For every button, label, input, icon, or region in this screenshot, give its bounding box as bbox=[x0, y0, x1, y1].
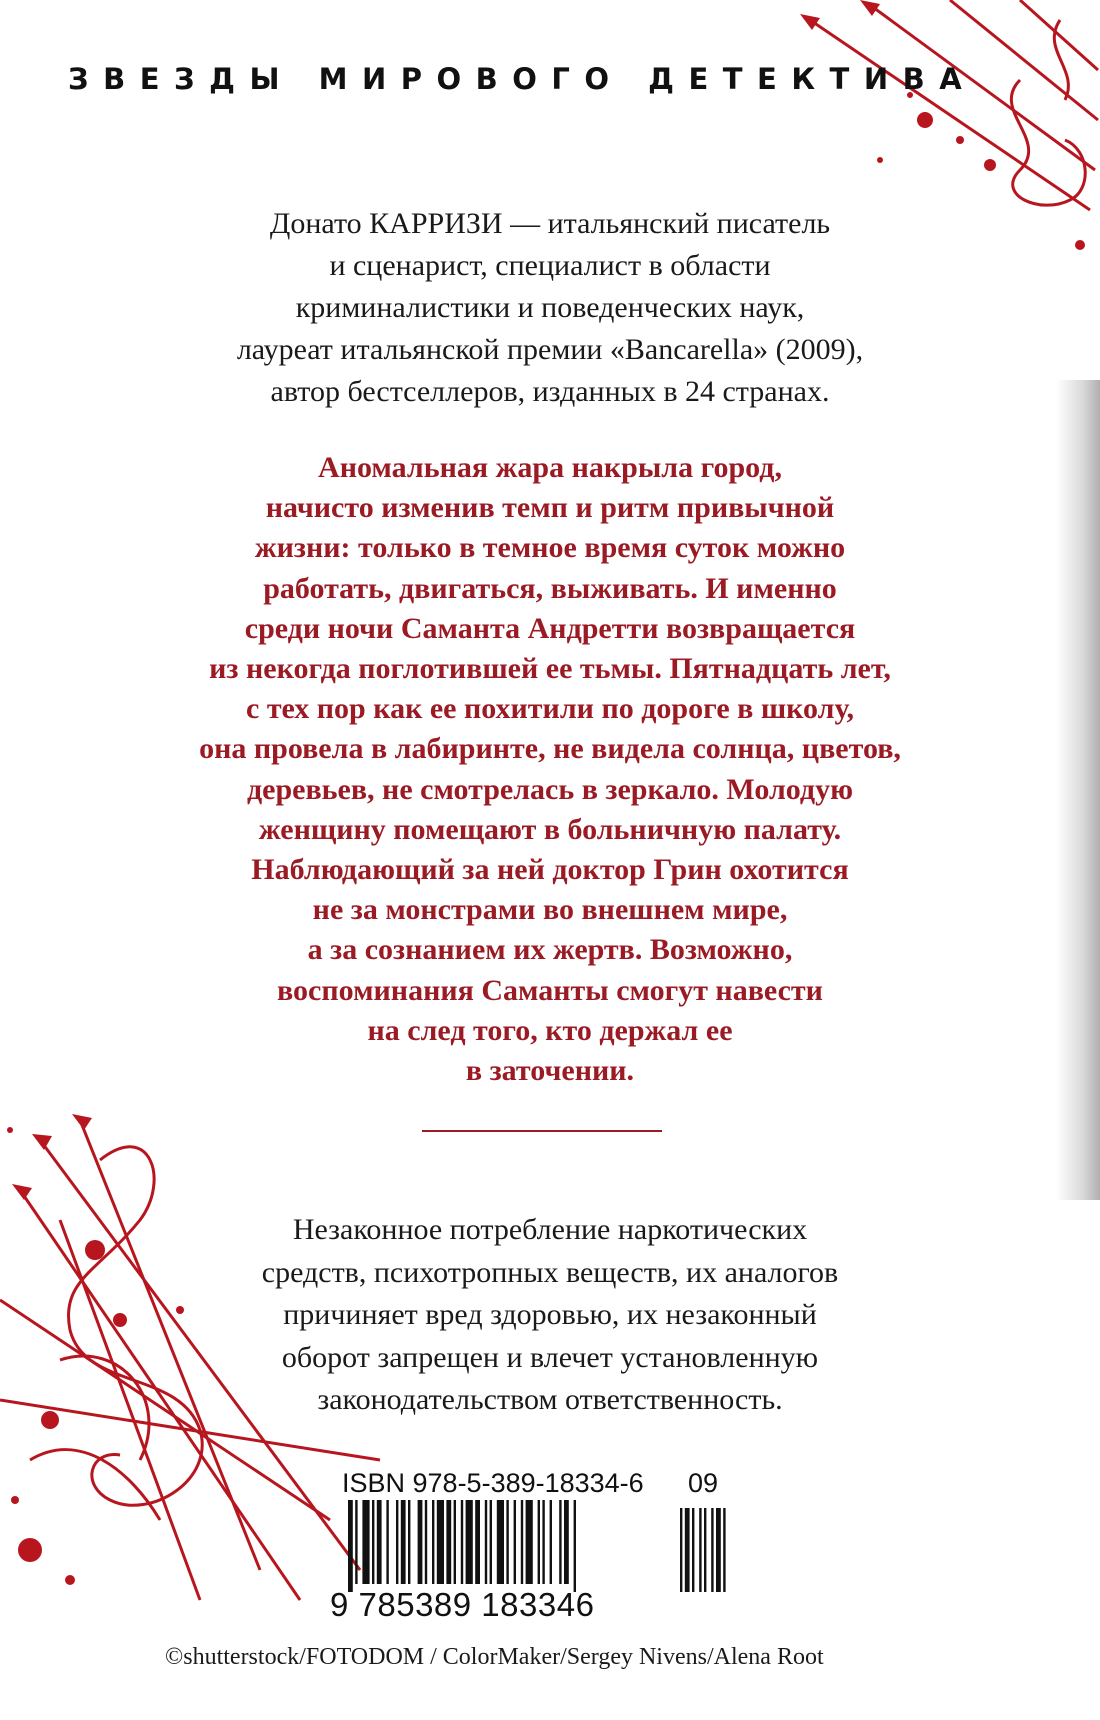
barcode-bar bbox=[564, 1500, 569, 1584]
warning-line: оборот запрещен и влечет установленную bbox=[281, 1340, 819, 1374]
synopsis-line: не за монстрами во внешнем мире, bbox=[312, 893, 788, 927]
barcode-bar bbox=[497, 1500, 504, 1584]
barcode-bar bbox=[418, 1500, 423, 1584]
synopsis-line: работать, двигаться, выживать. И именно bbox=[263, 571, 837, 605]
bio-line: Донато КАРРИЗИ — итальянский писатель bbox=[269, 207, 831, 240]
barcode-bar bbox=[408, 1500, 410, 1584]
barcode-bar bbox=[514, 1500, 516, 1584]
bio-line: лауреат итальянской премии «Bancarella» (2009), bbox=[236, 333, 864, 366]
barcode-addon: 09 bbox=[688, 1468, 719, 1498]
barcode-bar bbox=[559, 1500, 561, 1584]
series-title: ЗВЕЗДЫ МИРОВОГО ДЕТЕКТИВА bbox=[68, 62, 977, 96]
synopsis-line: из некогда поглотившей ее тьмы. Пятнадцать лет, bbox=[209, 652, 891, 686]
addon-bar bbox=[723, 1508, 725, 1592]
barcode-bars bbox=[330, 1500, 730, 1592]
synopsis-line: Наблюдающий за ней доктор Грин охотится bbox=[251, 853, 849, 887]
addon-bar bbox=[685, 1508, 690, 1592]
barcode-bar bbox=[372, 1500, 374, 1584]
barcode-bar bbox=[466, 1500, 473, 1584]
legal-warning bbox=[150, 1209, 950, 1422]
barcode-bar bbox=[386, 1500, 388, 1584]
divider-line bbox=[422, 1130, 662, 1132]
addon-bar bbox=[716, 1508, 721, 1592]
addon-bar bbox=[692, 1508, 694, 1592]
synopsis-line: начисто изменив темп и ритм привычной bbox=[265, 491, 835, 525]
barcode-bar bbox=[542, 1500, 544, 1584]
barcode-bar bbox=[401, 1500, 406, 1584]
addon-bar bbox=[711, 1508, 713, 1592]
barcode-bar bbox=[550, 1500, 552, 1584]
barcode-bar bbox=[526, 1500, 533, 1584]
bio-line: и сценарист, специалист в области bbox=[329, 249, 771, 282]
barcode-bar bbox=[355, 1500, 357, 1584]
barcode-bar bbox=[574, 1500, 576, 1592]
warning-line: Незаконное потребление наркотических bbox=[292, 1213, 808, 1246]
synopsis-line: женщину помещают в больничную палату. bbox=[258, 812, 842, 846]
barcode-bar bbox=[485, 1500, 487, 1584]
barcode-bar bbox=[506, 1500, 508, 1584]
barcode-bar bbox=[437, 1500, 444, 1584]
barcode-bar bbox=[461, 1500, 463, 1584]
synopsis-line: она провела в лабиринте, не видела солнца, цветов, bbox=[199, 732, 901, 766]
barcode-bar bbox=[538, 1500, 540, 1584]
barcode-bar bbox=[454, 1500, 456, 1584]
barcode-bar bbox=[490, 1500, 492, 1584]
warning-line: законодательством ответственность. bbox=[317, 1383, 783, 1416]
synopsis-line: деревьев, не смотрелась в зеркало. Молодую bbox=[246, 772, 854, 806]
synopsis-line: Аномальная жара накрыла город, bbox=[318, 451, 782, 484]
cover-edge-shadow bbox=[1056, 380, 1100, 1200]
synopsis-line: а за сознанием их жертв. Возможно, bbox=[307, 933, 793, 967]
addon-bar bbox=[699, 1508, 701, 1592]
bio-line: автор бестселлеров, изданных в 24 странах. bbox=[270, 375, 830, 408]
barcode-bar bbox=[475, 1500, 480, 1584]
barcode-bar bbox=[521, 1500, 523, 1584]
barcode-bar bbox=[362, 1500, 369, 1584]
barcode-bar bbox=[446, 1500, 451, 1584]
barcode-bar bbox=[425, 1500, 427, 1584]
synopsis-line: жизни: только в темное время суток можно bbox=[254, 531, 846, 565]
addon-bar bbox=[680, 1508, 682, 1592]
synopsis-line: в заточении. bbox=[465, 1054, 635, 1088]
synopsis-line: на след того, кто держал ее bbox=[367, 1013, 733, 1047]
barcode-bar bbox=[348, 1500, 353, 1592]
bio-line: криминалистики и поведенческих наук, bbox=[295, 291, 805, 324]
photo-credit: ©shutterstock/FOTODOM / ColorMaker/Sergey Nivens/Alena Root bbox=[165, 1644, 824, 1670]
barcode-bar bbox=[396, 1500, 398, 1584]
synopsis-line: среди ночи Саманта Андретти возвращается bbox=[244, 611, 856, 645]
ean-digits: 9 785389 183346 bbox=[330, 1586, 595, 1623]
isbn-barcode bbox=[330, 1468, 730, 1623]
warning-line: причиняет вред здоровью, их незаконный bbox=[283, 1298, 817, 1331]
addon-bar bbox=[704, 1508, 706, 1592]
synopsis-line: воспоминания Саманты смогут навести bbox=[277, 973, 823, 1007]
isbn-label: ISBN 978-5-389-18334-6 bbox=[342, 1468, 644, 1498]
barcode-bar bbox=[432, 1500, 434, 1584]
warning-line: средств, психотропных веществ, их аналогов bbox=[261, 1255, 839, 1289]
synopsis bbox=[90, 448, 1010, 1091]
synopsis-line: с тех пор как ее похитили по дороге в школу, bbox=[246, 692, 854, 726]
author-bio bbox=[140, 203, 960, 413]
barcode-bar bbox=[377, 1500, 382, 1584]
